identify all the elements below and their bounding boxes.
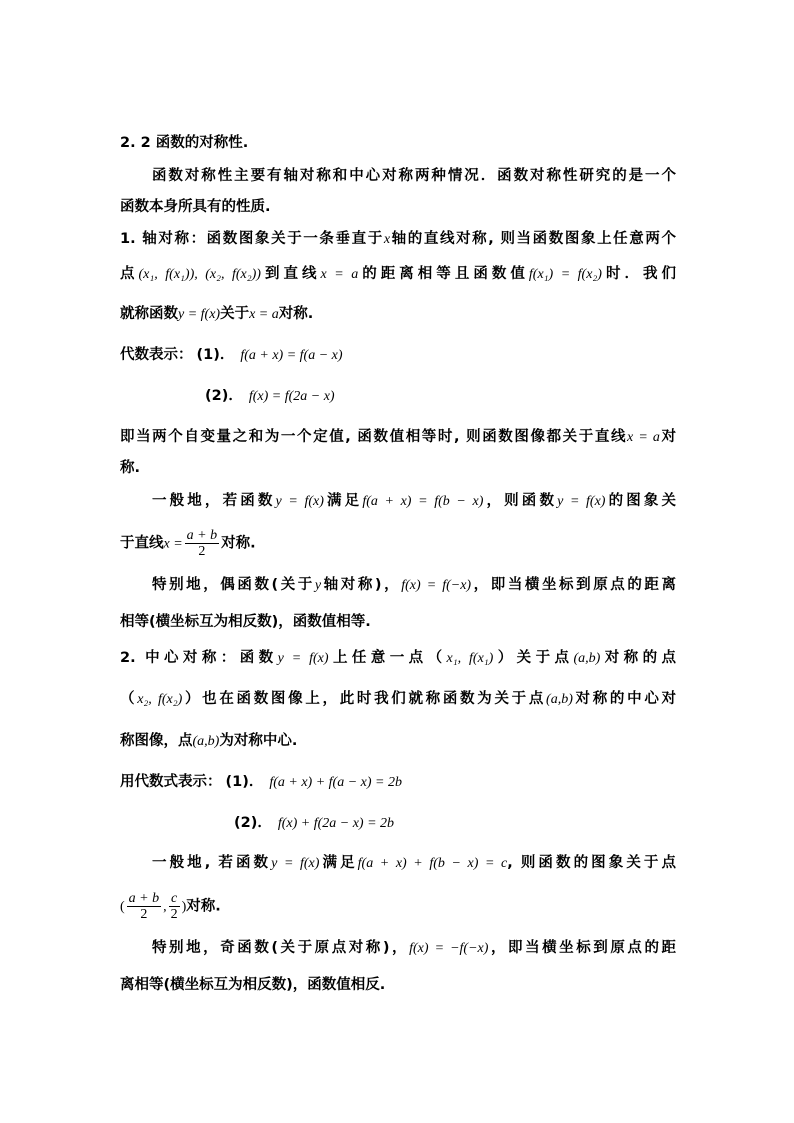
text: 时．我们 (601, 266, 677, 282)
text: ）关于点 (493, 650, 574, 666)
section-title: 2. 2 函数的对称性. (120, 135, 249, 151)
text: 对称的中心对 (572, 691, 677, 707)
formula: f(a + x) + f(a − x) = 2b (269, 775, 402, 790)
text: 对称的点 (600, 650, 677, 666)
general-central-line-2 (120, 891, 676, 923)
text: 于直线 (120, 535, 164, 552)
math-line: x = a (627, 430, 660, 445)
general-central-line-1 (152, 853, 676, 874)
math-condition: f(a + x) = f(b − x) (362, 494, 484, 509)
paren-close: ) (181, 899, 187, 915)
text: 一般地，若函数 (152, 493, 276, 509)
text: 就称函数 (120, 306, 178, 322)
text: 对称. (186, 898, 221, 915)
odd-function-line-1 (152, 938, 676, 959)
math-condition: f(a + x) + f(b − x) = c (357, 856, 508, 871)
text: ，即当横坐标到原点的距 (488, 940, 677, 956)
text: ，即当横坐标到原点的距离 (471, 577, 676, 593)
numerator: a + b (128, 891, 160, 906)
algebra-expression-1 (120, 772, 676, 793)
math-function: y = f(x) (277, 651, 329, 666)
odd-function-line-2: 离相等(横坐标互为相反数)，函数值相反. (120, 977, 386, 993)
denominator: 2 (198, 544, 206, 559)
math-point: x₂, f(x₂) (137, 692, 183, 707)
text: 即当两个自变量之和为一个定值, 函数值相等时, 则函数图像都关于直线 (120, 429, 628, 445)
text: ）也在函数图像上，此时我们就称函数为关于点 (182, 691, 547, 707)
text: 的距离相等且函数值 (358, 266, 529, 282)
central-symmetry-line-1 (120, 648, 676, 669)
text: 轴对称)， (321, 577, 402, 593)
math-points: (x₁, f(x₁)), (x₂, f(x₂)) (138, 267, 261, 282)
intro-line-2: 函数本身所具有的性质. (120, 199, 271, 215)
text: 对 (659, 429, 676, 445)
math-point: x₁, f(x₁) (446, 651, 494, 666)
even-function-line-2: 相等(横坐标互为相反数)，函数值相等. (120, 614, 371, 630)
text: 特别地，奇函数(关于原点对称)， (152, 940, 410, 956)
general-axial-line-1 (152, 491, 676, 512)
algebra-representation-1 (120, 345, 676, 366)
text: 满足 (323, 493, 363, 509)
math-x: x (383, 232, 391, 247)
axial-symmetry-line-3 (120, 304, 676, 325)
text: （ (120, 691, 138, 707)
item-number: (2)． (234, 815, 272, 831)
item-number: (1)． (225, 774, 264, 790)
formula: f(a + x) = f(a − x) (240, 348, 343, 363)
math-equal-values: f(x₁) = f(x₂) (528, 267, 602, 282)
math-equation: f(x) = −f(−x) (409, 941, 489, 956)
fraction (185, 528, 219, 559)
paren-open: ( (120, 899, 125, 915)
item-number: (1)． (196, 347, 235, 363)
formula: f(x) + f(2a − x) = 2b (277, 816, 395, 831)
algebra-representation-2 (205, 386, 505, 407)
denominator: 2 (140, 907, 148, 922)
text: 称图像，点 (120, 733, 193, 749)
label: 代数表示： (120, 347, 193, 363)
text: 满足 (319, 855, 358, 871)
intro-line-1: 函数对称性主要有轴对称和中心对称两种情况．函数对称性研究的是一个 (152, 168, 676, 184)
math-function: y = f(x) (178, 307, 221, 322)
fraction-x (127, 891, 161, 922)
text: 上任意一点（ (328, 650, 447, 666)
text: , 则函数的图象关于点 (507, 855, 677, 871)
central-symmetry-line-2 (120, 689, 676, 710)
text: 对称. (278, 306, 314, 322)
text: ，则函数 (483, 493, 558, 509)
note-line-1 (120, 427, 676, 448)
item-number: (2)． (205, 388, 243, 404)
text: 1. 轴对称：函数图象关于一条垂直于 (120, 231, 384, 247)
fraction-y (169, 891, 180, 922)
even-function-line-1 (152, 575, 676, 596)
text: 的图象关 (605, 493, 677, 509)
text: 到直线 (260, 266, 321, 282)
text: 点 (120, 266, 139, 282)
math-function: y = f(x) (557, 494, 606, 509)
math-function: y = f(x) (275, 494, 324, 509)
math-function: y = f(x) (271, 856, 320, 871)
math-center: (a,b) (546, 692, 573, 707)
math-line: x = a (320, 267, 359, 282)
numerator: c (169, 891, 180, 907)
text: 2. 中心对称：函数 (120, 650, 278, 666)
axial-symmetry-line-1 (120, 229, 676, 250)
text: 关于 (220, 306, 250, 322)
comma: , (163, 899, 167, 915)
math-center: (a,b) (573, 651, 601, 666)
note-line-2: 称. (120, 460, 141, 476)
axial-symmetry-line-2 (120, 264, 676, 285)
general-axial-line-2 (120, 528, 676, 560)
numerator: a + b (186, 528, 218, 543)
text: 轴的直线对称, 则当函数图象上任意两个 (390, 231, 676, 247)
math-line: x = a (249, 307, 279, 322)
text: 特别地，偶函数(关于 (152, 577, 315, 593)
formula: f(x) = f(2a − x) (248, 389, 335, 404)
text: 对称. (221, 535, 256, 552)
central-symmetry-line-3 (120, 731, 676, 752)
math-y: y (314, 578, 322, 593)
denominator: 2 (170, 907, 178, 922)
math-equation: f(x) = f(−x) (401, 578, 472, 593)
math-center: (a,b) (192, 734, 220, 749)
text: 一般地, 若函数 (152, 855, 272, 871)
text: 为对称中心. (219, 733, 298, 749)
label: 用代数式表示： (120, 774, 222, 790)
math-lhs: x = (163, 536, 183, 552)
algebra-expression-2 (234, 813, 534, 834)
